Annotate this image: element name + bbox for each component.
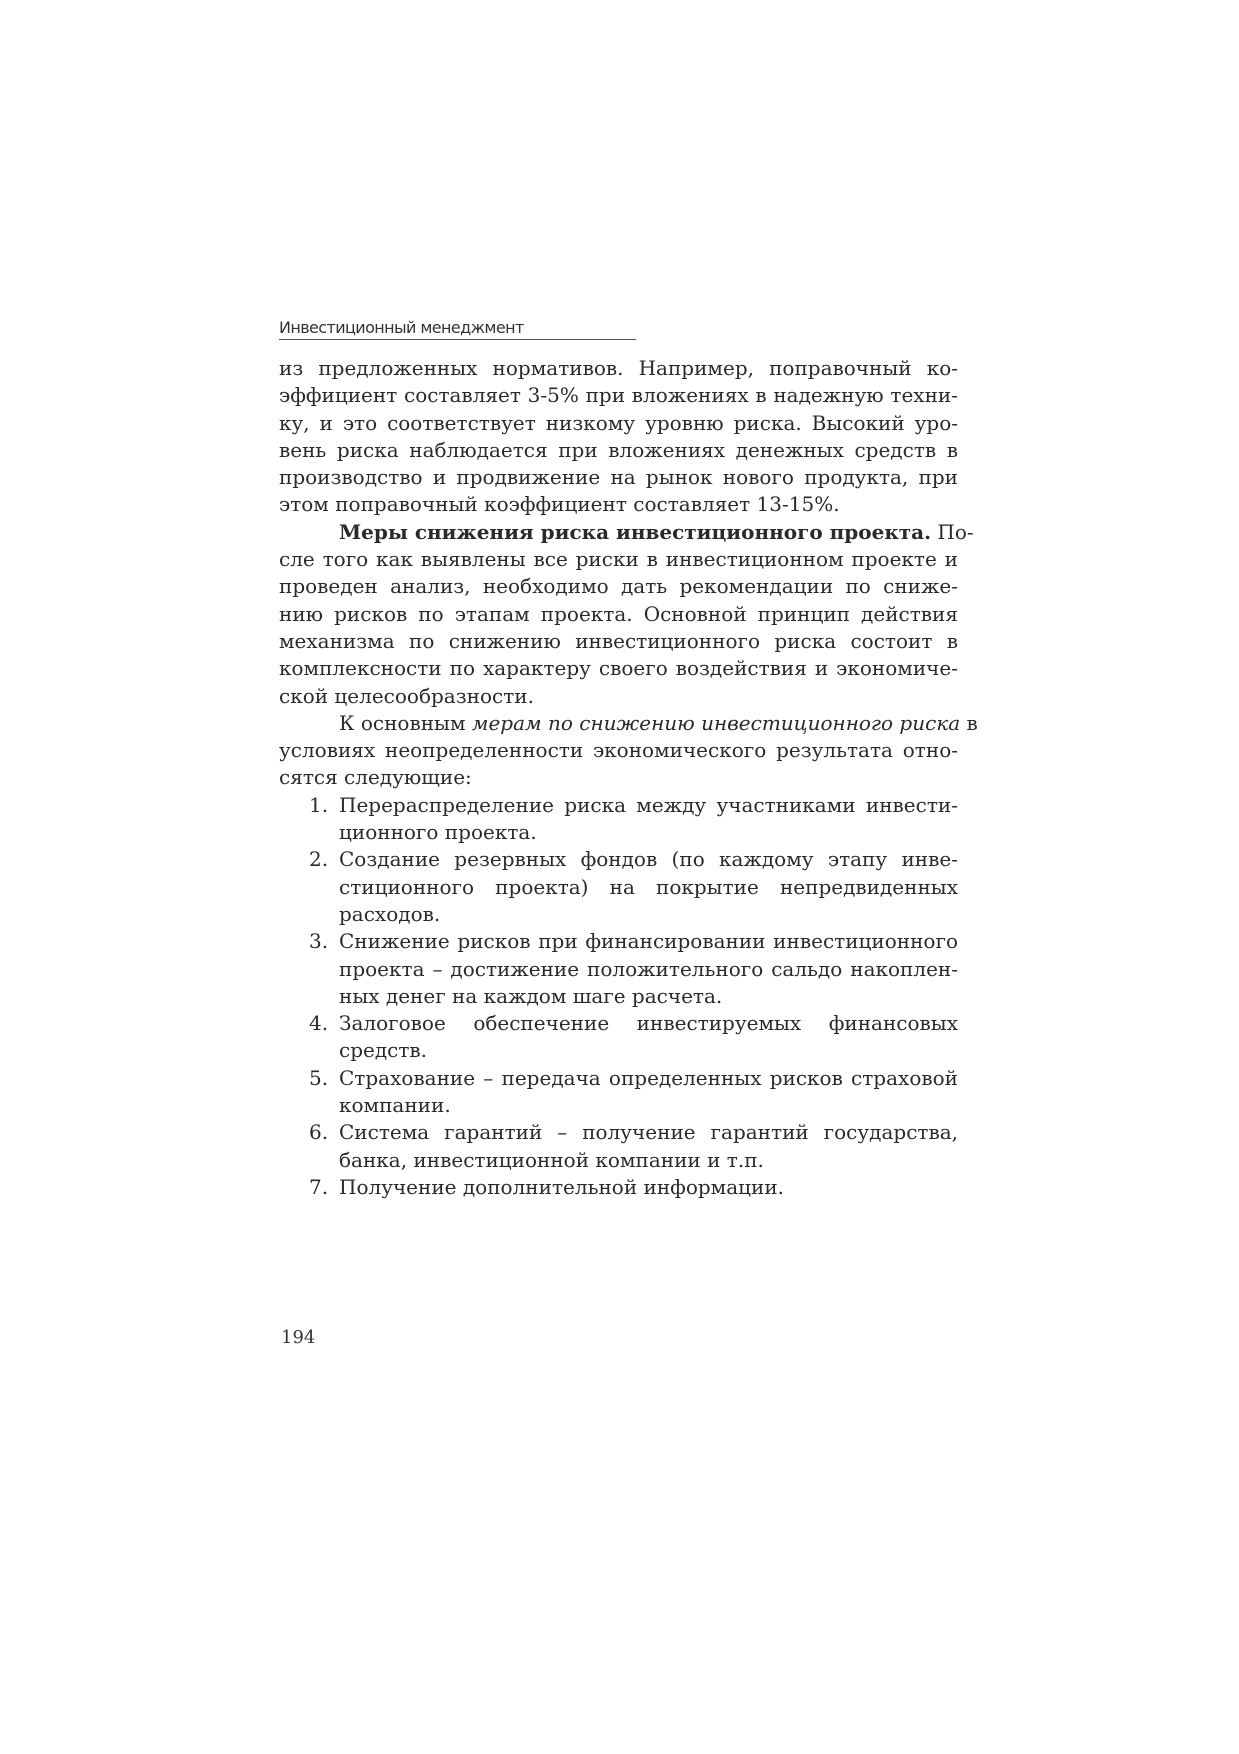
list-item bbox=[279, 1065, 958, 1120]
text-line: эффициент составляет 3-5% при вложениях в надежную техни- bbox=[279, 383, 958, 408]
paragraph-3 bbox=[279, 710, 978, 792]
text-line: компании. bbox=[339, 1093, 451, 1118]
list-number: 1. bbox=[309, 792, 329, 817]
text-line bbox=[279, 710, 978, 737]
text-line: банка, инвестиционной компании и т.п. bbox=[339, 1147, 764, 1172]
text-line: Залоговое обеспечение инвестируемых финансовых bbox=[339, 1011, 958, 1036]
list-item bbox=[279, 792, 958, 847]
list-item bbox=[279, 1174, 958, 1201]
list-item bbox=[279, 846, 958, 928]
list-item bbox=[279, 1010, 958, 1065]
text-line: ционного проекта. bbox=[339, 820, 537, 845]
text-line: расходов. bbox=[339, 901, 441, 926]
text-line: Перераспределение риска между участниками инвести- bbox=[339, 792, 958, 817]
text-line: ку, и это соответствует низкому уровню риска. Высокий уро- bbox=[279, 410, 958, 435]
list-number: 5. bbox=[309, 1065, 329, 1090]
list-number: 2. bbox=[309, 847, 329, 872]
text-line: средств. bbox=[339, 1038, 428, 1063]
text-line: Получение дополнительной информации. bbox=[339, 1174, 785, 1199]
text-line bbox=[279, 519, 974, 546]
list-number: 6. bbox=[309, 1120, 329, 1145]
text-line: механизма по снижению инвестиционного риска состоит в bbox=[279, 628, 958, 653]
text-line: проведен анализ, необходимо дать рекомендации по сниже- bbox=[279, 574, 958, 599]
list-item bbox=[279, 928, 958, 1010]
tail-text: в bbox=[960, 710, 978, 735]
heading-tail: По- bbox=[931, 519, 974, 544]
text-line: Снижение рисков при финансировании инвестиционного bbox=[339, 929, 958, 954]
text-line: условиях неопределенности экономического результата отно- bbox=[279, 738, 958, 763]
text-line: сле того как выявлены все риски в инвестиционном проекте и bbox=[279, 547, 958, 572]
lead-text: К основным bbox=[339, 710, 472, 735]
text-line: Страхование – передача определенных рисков страховой bbox=[339, 1065, 958, 1090]
section-heading: Меры снижения риска инвестиционного проекта. bbox=[339, 519, 932, 544]
measures-list bbox=[279, 792, 958, 1201]
paragraph-1 bbox=[279, 355, 958, 519]
page-number: 194 bbox=[281, 1327, 316, 1348]
list-item bbox=[279, 1119, 958, 1174]
list-number: 7. bbox=[309, 1174, 329, 1199]
text-line: этом поправочный коэффициент составляет 13-15%. bbox=[279, 492, 840, 517]
text-line: из предложенных нормативов. Например, поправочный ко- bbox=[279, 356, 958, 380]
text-line: ных денег на каждом шаге расчета. bbox=[339, 983, 723, 1008]
text-line: проекта – достижение положительного сальдо накоплен- bbox=[339, 956, 958, 981]
text-line: стиционного проекта) на покрытие непредвиденных bbox=[339, 874, 958, 899]
italic-term: мерам по снижению инвестиционного риска bbox=[471, 710, 961, 735]
text-line: вень риска наблюдается при вложениях денежных средств в bbox=[279, 437, 958, 462]
text-line: Система гарантий – получение гарантий государства, bbox=[339, 1120, 958, 1145]
text-line: ской целесообразности. bbox=[279, 683, 534, 708]
paragraph-2 bbox=[279, 519, 974, 710]
text-line: Создание резервных фондов (по каждому этапу инве- bbox=[339, 847, 958, 872]
text-line: сятся следующие: bbox=[279, 765, 472, 790]
text-line: нию рисков по этапам проекта. Основной принцип действия bbox=[279, 601, 958, 626]
body-text bbox=[279, 355, 978, 1201]
running-header: Инвестиционный менеджмент bbox=[279, 318, 636, 340]
text-line: производство и продвижение на рынок нового продукта, при bbox=[279, 465, 958, 490]
text-line: комплексности по характеру своего воздействия и экономиче- bbox=[279, 656, 958, 681]
list-number: 4. bbox=[309, 1011, 329, 1036]
list-number: 3. bbox=[309, 929, 329, 954]
